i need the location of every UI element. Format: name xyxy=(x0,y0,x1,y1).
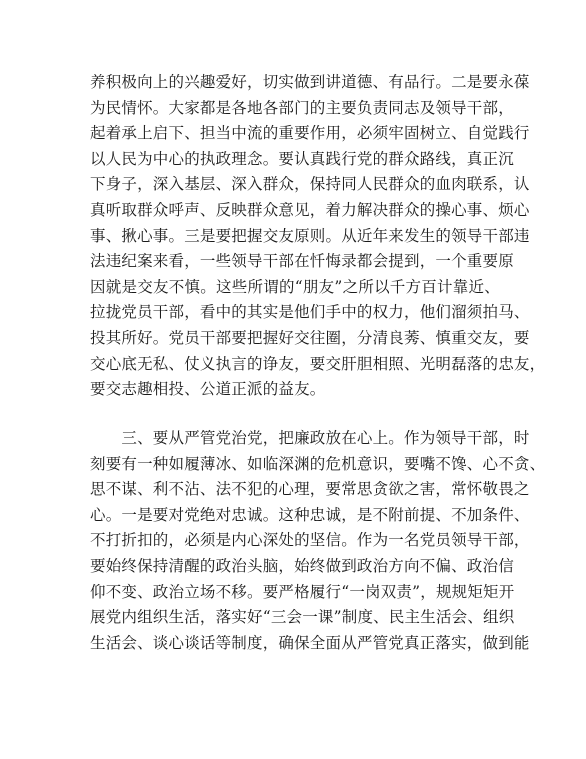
text-line: 仰不变、政治立场不移。要严格履行“一岗双责”，规规矩矩开 xyxy=(90,582,515,601)
text-line: 投其所好。党员干部要把握好交往圈，分清良莠、慎重交友，要 xyxy=(90,328,530,347)
text-line: 要始终保持清醒的政治头脑，始终做到政治方向不偏、政治信 xyxy=(90,556,514,575)
paragraph-1 xyxy=(90,70,546,403)
text-line: 三、要从严管党治党，把廉政放在心上。作为领导干部，时 xyxy=(90,429,530,447)
text-line: 生活会、谈心谈话等制度，确保全面从严管党真正落实，做到能 xyxy=(90,633,530,652)
text-line: 不打折扣的，必须是内心深处的坚信。作为一名党员领导干部， xyxy=(90,531,530,550)
text-line: 为民情怀。大家都是各地各部门的主要负责同志及领导干部， xyxy=(90,98,514,117)
text-line: 拉拢党员干部，看中的其实是他们手中的权力，他们溜须拍马、 xyxy=(90,303,530,322)
text-line: 要交志趣相投、公道正派的益友。 xyxy=(90,380,326,399)
text-line: 法违纪案来看，一些领导干部在忏悔录都会提到，一个重要原 xyxy=(90,252,514,271)
text-line: 因就是交友不慎。这些所谓的“朋友”之所以千方百计靠近、 xyxy=(90,277,500,296)
text-line: 事、揪心事。三是要把握交友原则。从近年来发生的领导干部违 xyxy=(90,226,530,245)
text-line: 养积极向上的兴趣爱好，切实做到讲道德、有品行。二是要永葆 xyxy=(90,73,530,91)
text-line: 下身子，深入基层、深入群众，保持同人民群众的血肉联系，认 xyxy=(90,175,530,194)
text-line: 以人民为中心的执政理念。要认真践行党的群众路线，真正沉 xyxy=(90,149,514,168)
text-line: 刻要有一种如履薄冰、如临深渊的危机意识，要嘴不馋、心不贪、 xyxy=(90,454,546,473)
text-line: 起着承上启下、担当中流的重要作用，必须牢固树立、自觉践行 xyxy=(90,124,530,143)
text-line: 心。一是要对党绝对忠诚。这种忠诚，是不附前提、不加条件、 xyxy=(90,505,530,524)
text-line: 真听取群众呼声、反映群众意见，着力解决群众的操心事、烦心 xyxy=(90,200,530,219)
text-line: 交心底无私、仗义执言的诤友，要交肝胆相照、光明磊落的忠友， xyxy=(90,354,546,373)
text-line: 思不谋、利不沾、法不犯的心理，要常思贪欲之害，常怀敬畏之 xyxy=(90,480,530,499)
text-line: 展党内组织生活，落实好“三会一课”制度、民主生活会、组织 xyxy=(90,608,515,627)
paragraph-2 xyxy=(90,426,546,656)
